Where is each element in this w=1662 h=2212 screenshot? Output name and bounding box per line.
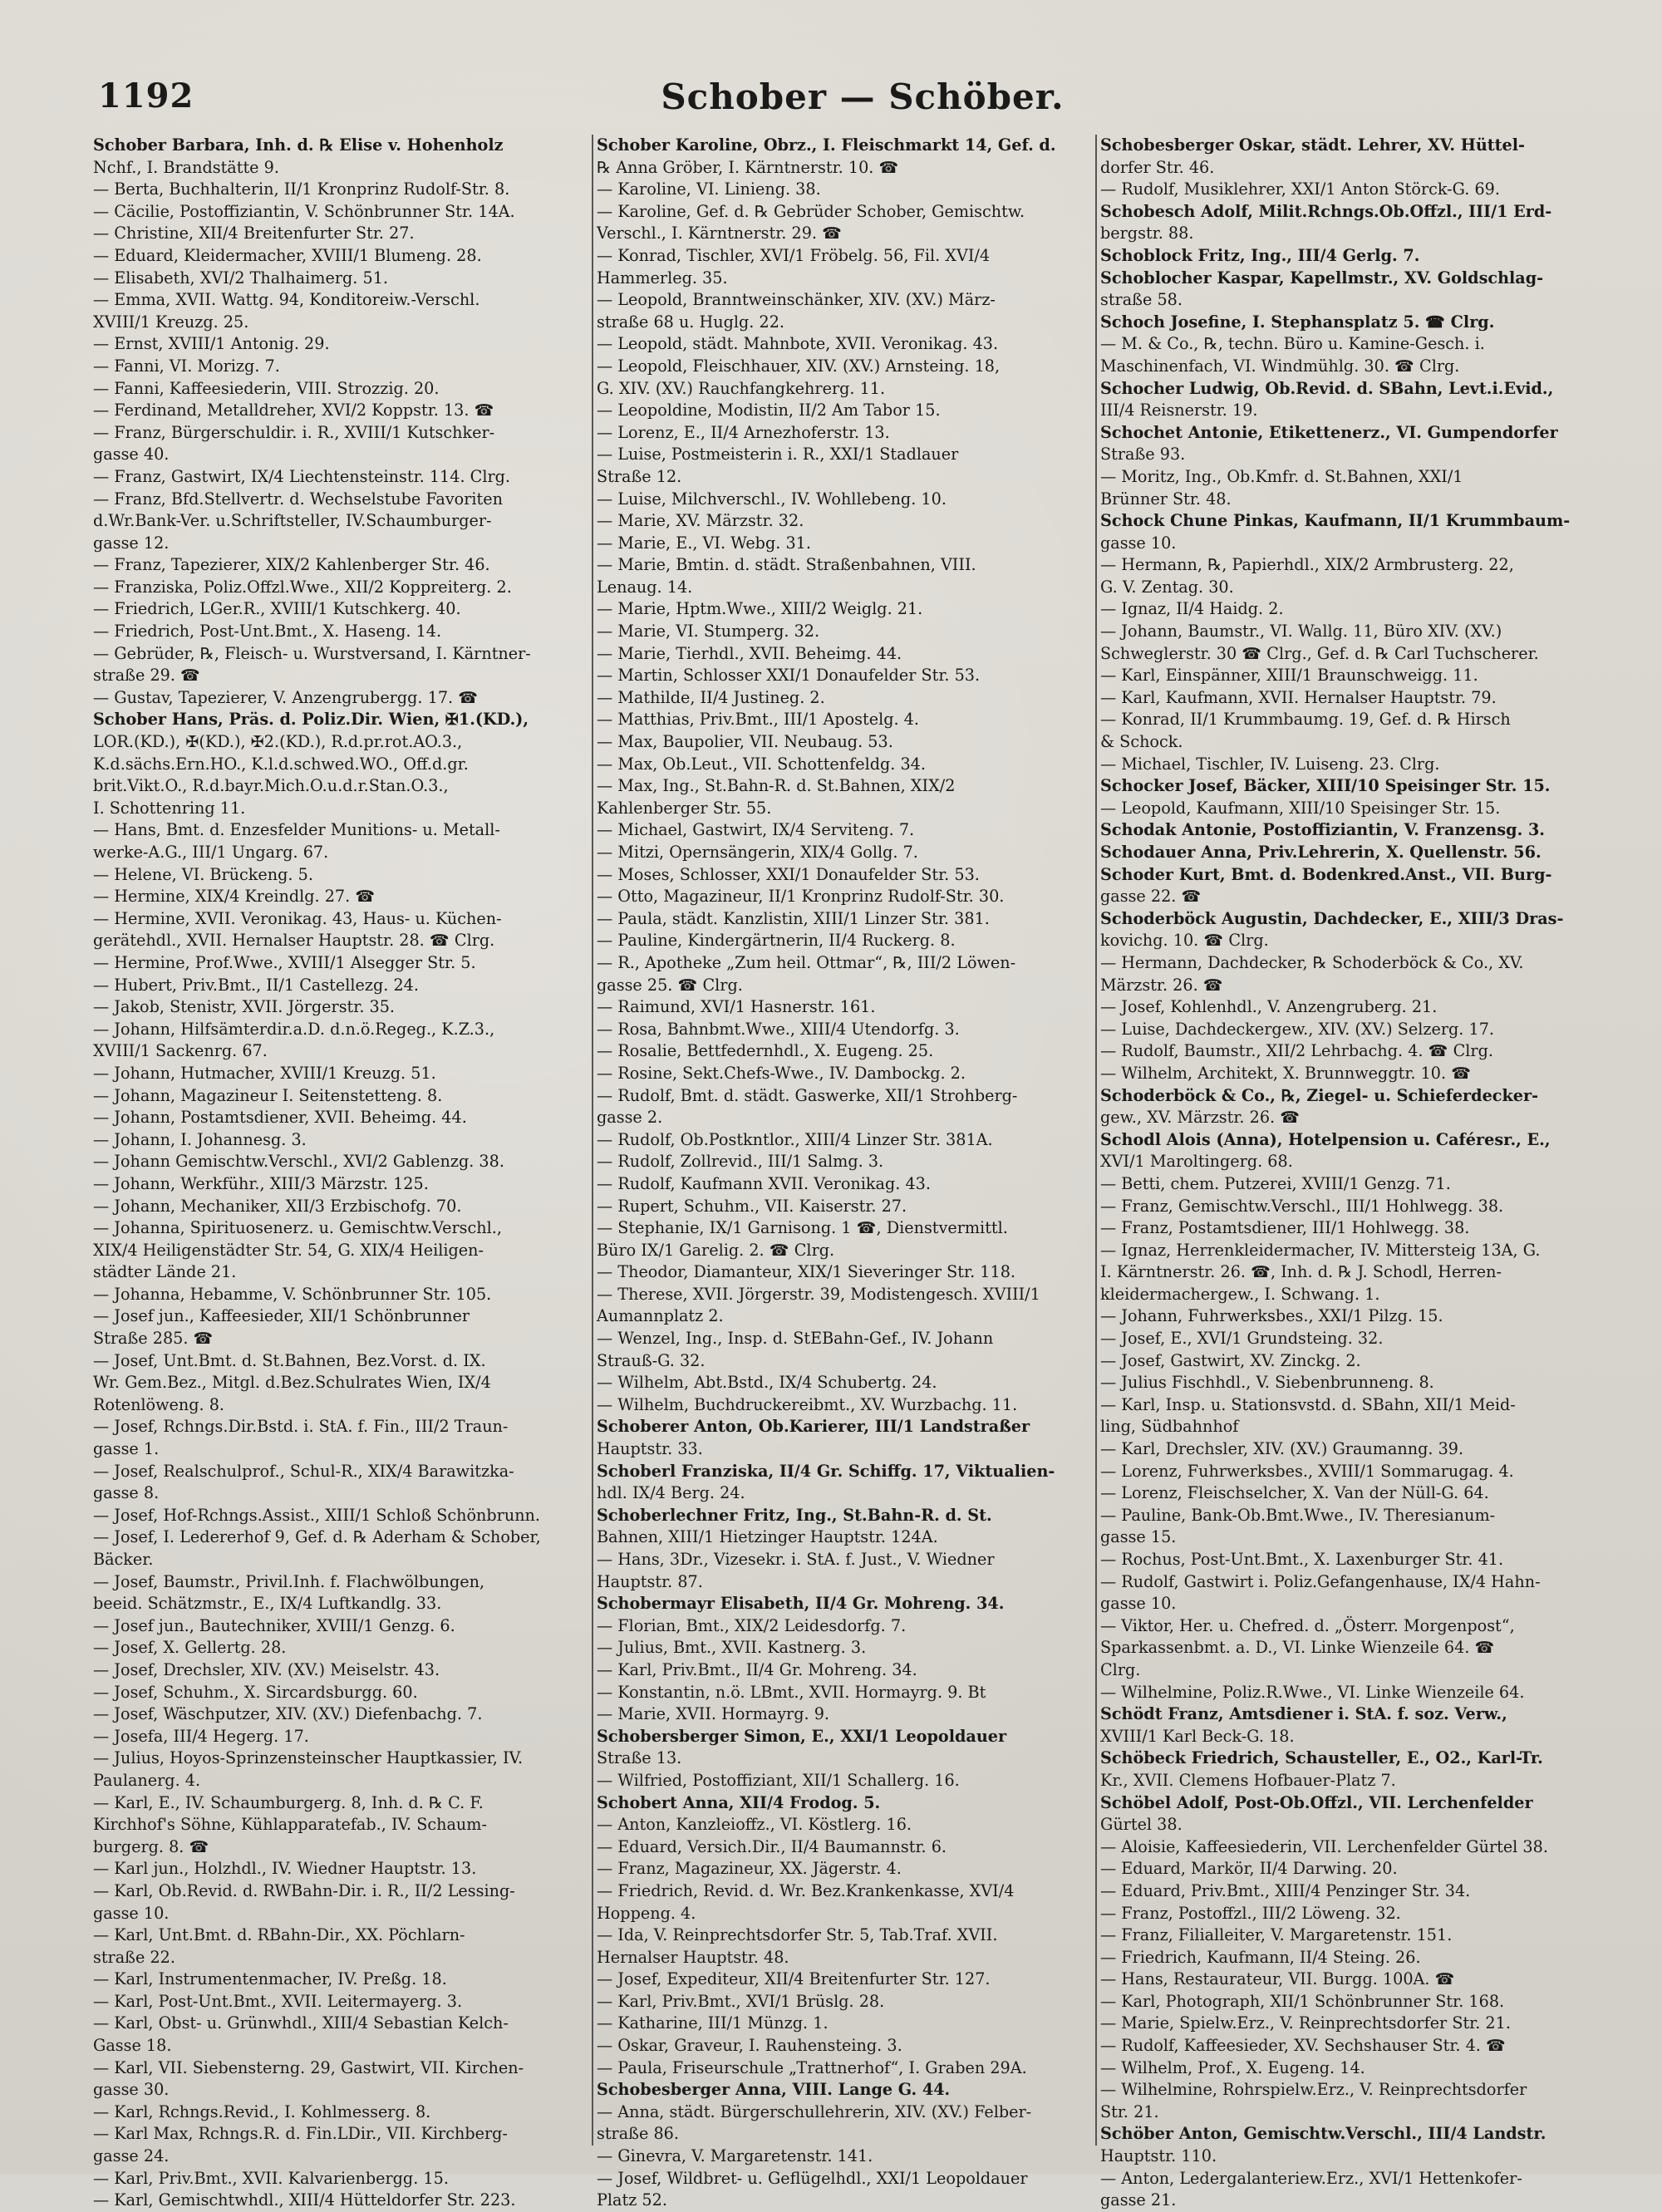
directory-entry-line: Schodl Alois (Anna), Hotelpension u. Caféresr., E.,	[1100, 1129, 1551, 1149]
directory-entry-line: Bäcker.	[93, 1550, 154, 1569]
directory-entry-line: — Karl, E., IV. Schaumburgerg. 8, Inh. d. ℞ C. F.	[93, 1792, 484, 1812]
directory-entry-line: XVIII/1 Karl Beck-G. 18.	[1100, 1726, 1295, 1746]
directory-entry-line: Straße 285. ☎	[93, 1329, 214, 1349]
directory-entry-line: LOR.(KD.), ✠(KD.), ✠2.(KD.), R.d.pr.rot.AO.3.,	[93, 732, 463, 752]
directory-entry-line: — Marie, XVII. Hormayrg. 9.	[597, 1704, 829, 1724]
directory-entry-line: Schoberl Franziska, II/4 Gr. Schiffg. 17, Viktualien-	[597, 1461, 1055, 1481]
directory-entry-line: — Josef, Wäschputzer, XIV. (XV.) Diefenbachg. 7.	[93, 1704, 483, 1724]
directory-entry-line: gew., XV. Märzstr. 26. ☎	[1100, 1108, 1301, 1128]
directory-entry-line: Schöbeck Friedrich, Schausteller, E., O2., Karl-Tr.	[1100, 1748, 1543, 1768]
directory-entry-line: — Marie, VI. Stumperg. 32.	[597, 622, 820, 641]
directory-entry-line: — Rochus, Post-Unt.Bmt., X. Laxenburger Str. 41.	[1100, 1550, 1504, 1569]
directory-entry-line: gasse 10.	[1100, 1594, 1177, 1614]
directory-entry-line: — Josef, X. Gellertg. 28.	[93, 1638, 287, 1658]
directory-entry-line: — Franz, Bfd.Stellvertr. d. Wechselstube Favoriten	[93, 489, 503, 509]
directory-entry-line: — Friedrich, LGer.R., XVIII/1 Kutschkerg. 40.	[93, 599, 461, 619]
directory-entry-line: — Luise, Postmeisterin i. R., XXI/1 Stadlauer	[597, 445, 959, 465]
entry-list	[1100, 135, 1594, 2212]
directory-entry-line: Straße 13.	[597, 1748, 682, 1768]
directory-entry-line: — Johann, Postamtsdiener, XVII. Beheimg. 44.	[93, 1108, 467, 1128]
directory-entry-line: — Pauline, Bank-Ob.Bmt.Wwe., IV. Theresianum-	[1100, 1505, 1496, 1525]
directory-entry-line: — Oskar, Graveur, I. Rauhensteing. 3.	[597, 2036, 902, 2056]
directory-entry-line: — Michael, Gastwirt, IX/4 Serviteng. 7.	[597, 820, 915, 840]
directory-entry-line: — Luise, Milchverschl., IV. Wohllebeng. 10.	[597, 489, 947, 509]
directory-entry-line: — Rudolf, Ob.Postkntlor., XIII/4 Linzer Str. 381A.	[597, 1129, 993, 1149]
directory-entry-line: Schobersberger Simon, E., XXI/1 Leopoldauer	[597, 1726, 1007, 1746]
directory-entry-line: — Hermine, XVII. Veronikag. 43, Haus- u. Küchen-	[93, 908, 502, 928]
directory-entry-line: — Hubert, Priv.Bmt., II/1 Castellezg. 24.	[93, 975, 419, 995]
directory-entry-line: — Mitzi, Opernsängerin, XIX/4 Gollg. 7.	[597, 843, 918, 862]
directory-entry-line: — Wilhelm, Architekt, X. Brunnweggtr. 10. ☎	[1100, 1063, 1472, 1083]
directory-entry-line: werke-A.G., III/1 Ungarg. 67.	[93, 843, 329, 862]
directory-entry-line: — Karoline, Gef. d. ℞ Gebrüder Schober, Gemischtw.	[597, 201, 1025, 221]
directory-entry-line: — Hans, Bmt. d. Enzesfelder Munitions- u. Metall-	[93, 820, 500, 840]
directory-entry-line: — Luise, Dachdeckergew., XIV. (XV.) Selzerg. 17.	[1100, 1019, 1495, 1039]
directory-entry-line: Strauß-G. 32.	[597, 1350, 706, 1370]
directory-entry-line: — Elisabeth, XVI/2 Thalhaimerg. 51.	[93, 268, 389, 288]
directory-entry-line: — Michael, Tischler, IV. Luiseng. 23. Clrg.	[1100, 754, 1440, 774]
directory-entry-line: Aumannplatz 2.	[597, 1306, 724, 1326]
directory-entry-line: — Johann, Mechaniker, XII/3 Erzbischofg. 70.	[93, 1196, 462, 1216]
directory-entry-line: — Ignaz, II/4 Haidg. 2.	[1100, 599, 1284, 619]
directory-entry-line: Sparkassenbmt. a. D., VI. Linke Wienzeile 64. ☎	[1100, 1638, 1495, 1658]
directory-entry-line: — Lorenz, Fuhrwerksbes., XVIII/1 Sommarugag. 4.	[1100, 1461, 1514, 1481]
directory-entry-line: — Josef, I. Ledererhof 9, Gef. d. ℞ Aderham & Schober,	[93, 1527, 541, 1547]
directory-entry-line: Hernalser Hauptstr. 48.	[597, 1947, 789, 1967]
directory-entry-line: Schoderböck & Co., ℞, Ziegel- u. Schieferdecker-	[1100, 1085, 1539, 1105]
directory-entry-line: — Johann, Fuhrwerksbes., XXI/1 Pilzg. 15.	[1100, 1306, 1443, 1326]
directory-entry-line: Schoblock Fritz, Ing., III/4 Gerlg. 7.	[1100, 245, 1420, 265]
directory-entry-line: — Johann, Hutmacher, XVIII/1 Kreuzg. 51.	[93, 1063, 436, 1083]
directory-entry-line: — Karl jun., Holzhdl., IV. Wiedner Hauptstr. 13.	[93, 1859, 477, 1879]
directory-entry-line: — Josef, Baumstr., Privil.Inh. f. Flachwölbungen,	[93, 1571, 485, 1591]
directory-entry-line: — Julius, Hoyos-Sprinzensteinscher Hauptkassier, IV.	[93, 1748, 524, 1768]
directory-entry-line: gasse 10.	[93, 1903, 170, 1923]
directory-entry-line: — Hans, Restaurateur, VII. Burgg. 100A. ☎	[1100, 1969, 1455, 1989]
directory-entry-line: — Konrad, II/1 Krummbaumg. 19, Gef. d. ℞ Hirsch	[1100, 710, 1511, 730]
directory-entry-line: — Josef, E., XVI/1 Grundsteing. 32.	[1100, 1329, 1384, 1349]
directory-entry-line: — R., Apotheke „Zum heil. Ottmar“, ℞, III/2 Löwen-	[597, 952, 1016, 972]
directory-entry-line: Paulanerg. 4.	[93, 1770, 201, 1790]
directory-entry-line: Rotenlöweng. 8.	[93, 1394, 225, 1414]
directory-entry-line: — Julius Fischhdl., V. Siebenbrunneng. 8.	[1100, 1373, 1434, 1393]
directory-entry-line: — Eduard, Versich.Dir., II/4 Baumannstr. 6.	[597, 1836, 947, 1856]
directory-entry-line: I. Kärntnerstr. 26. ☎, Inh. d. ℞ J. Schodl, Herren-	[1100, 1262, 1502, 1282]
directory-entry-line: Brünner Str. 48.	[1100, 489, 1232, 509]
directory-entry-line: G. XIV. (XV.) Rauchfangkehrerg. 11.	[597, 378, 886, 398]
directory-entry-line: — Cäcilie, Postoffiziantin, V. Schönbrunner Str. 14A.	[93, 201, 515, 221]
directory-entry-line: — Hermine, XIX/4 Kreindlg. 27. ☎	[93, 887, 376, 907]
directory-entry-line: — Hermann, Dachdecker, ℞ Schoderböck & Co., XV.	[1100, 952, 1524, 972]
directory-entry-line: gerätehdl., XVII. Hernalser Hauptstr. 28. ☎ Clrg.	[93, 931, 495, 951]
directory-entry-line: gasse 40.	[93, 445, 170, 465]
directory-entry-line: — Rudolf, Zollrevid., III/1 Salmg. 3.	[597, 1152, 884, 1172]
directory-entry-line: — Paula, städt. Kanzlistin, XIII/1 Linzer Str. 381.	[597, 908, 990, 928]
page-number: 1192	[98, 76, 194, 116]
directory-entry-line: — Berta, Buchhalterin, II/1 Kronprinz Rudolf-Str. 8.	[93, 179, 510, 199]
directory-entry-line: gasse 15.	[1100, 1527, 1177, 1547]
directory-entry-line: — Otto, Magazineur, II/1 Kronprinz Rudolf-Str. 30.	[597, 887, 1005, 907]
directory-entry-line: — Josef jun., Bautechniker, XVIII/1 Genzg. 6.	[93, 1615, 455, 1635]
directory-entry-line: — Marie, Hptm.Wwe., XIII/2 Weiglg. 21.	[597, 599, 923, 619]
directory-entry-line: G. V. Zentag. 30.	[1100, 577, 1234, 597]
directory-entry-line: gasse 21.	[1100, 2190, 1177, 2210]
directory-entry-line: Gürtel 38.	[1100, 1815, 1183, 1835]
page-header	[98, 76, 1627, 126]
directory-entry-line: Hoppeng. 4.	[597, 1903, 696, 1923]
directory-entry-line: Hauptstr. 110.	[1100, 2146, 1217, 2166]
directory-entry-line: XVIII/1 Kreuzg. 25.	[93, 312, 249, 332]
directory-entry-line: — Gustav, Tapezierer, V. Anzengrubergg. 17. ☎	[93, 687, 479, 707]
directory-entry-line: Schoblocher Kaspar, Kapellmstr., XV. Goldschlag-	[1100, 268, 1544, 288]
directory-entry-line: I. Schottenring 11.	[93, 798, 246, 818]
directory-entry-line: städter Lände 21.	[93, 1262, 237, 1282]
directory-entry-line: Schobert Anna, XII/4 Frodog. 5.	[597, 1792, 881, 1812]
directory-entry-line: — Karl, Unt.Bmt. d. RBahn-Dir., XX. Pöchlarn-	[93, 1925, 465, 1945]
directory-entry-line: straße 22.	[93, 1947, 175, 1967]
directory-entry-line: — Karl, Kaufmann, XVII. Hernalser Hauptstr. 79.	[1100, 687, 1497, 707]
directory-entry-line: — Franz, Tapezierer, XIX/2 Kahlenberger Str. 46.	[93, 555, 490, 575]
directory-entry-line: & Schock.	[1100, 732, 1183, 752]
directory-entry-line: Schobermayr Elisabeth, II/4 Gr. Mohreng. 34.	[597, 1594, 1005, 1614]
directory-entry-line: — Karl, VII. Siebensterng. 29, Gastwirt, VII. Kirchen-	[93, 2057, 524, 2077]
directory-entry-line: — Josef, Unt.Bmt. d. St.Bahnen, Bez.Vorst. d. IX.	[93, 1350, 486, 1370]
directory-entry-line: Schobesberger Oskar, städt. Lehrer, XV. Hüttel-	[1100, 135, 1525, 155]
directory-entry-line: — Pauline, Kindergärtnerin, II/4 Ruckerg. 8.	[597, 931, 956, 951]
directory-entry-line: straße 68 u. Huglg. 22.	[597, 312, 785, 332]
directory-entry-line: Schocker Josef, Bäcker, XIII/10 Speisinger Str. 15.	[1100, 776, 1551, 796]
directory-entry-line: — Franz, Postoffzl., III/2 Löweng. 32.	[1100, 1903, 1401, 1923]
directory-entry-line: beeid. Schätzmstr., E., IX/4 Luftkandlg. 33.	[93, 1594, 442, 1614]
directory-entry-line: Schodak Antonie, Postoffiziantin, V. Franzensg. 3.	[1100, 820, 1545, 840]
directory-entry-line: — Lorenz, E., II/4 Arnezhoferstr. 13.	[597, 422, 890, 442]
directory-entry-line: Schweglerstr. 30 ☎ Clrg., Gef. d. ℞ Carl Tuchscherer.	[1100, 643, 1539, 663]
directory-entry-line: — Josef, Schuhm., X. Sircardsburgg. 60.	[93, 1682, 418, 1702]
directory-entry-line: Schochet Antonie, Etikettenerz., VI. Gumpendorfer	[1100, 422, 1558, 442]
directory-entry-line: — Josef, Gastwirt, XV. Zinckg. 2.	[1100, 1350, 1361, 1370]
directory-entry-line: Schöber Anton, Gemischtw.Verschl., III/4 Landstr.	[1100, 2124, 1546, 2144]
directory-entry-line: — Rudolf, Baumstr., XII/2 Lehrbachg. 4. ☎ Clrg.	[1100, 1041, 1493, 1061]
directory-entry-line: — Karl, Ob.Revid. d. RWBahn-Dir. i. R., II/2 Lessing-	[93, 1880, 515, 1900]
directory-entry-line: Str. 21.	[1100, 2101, 1159, 2121]
directory-entry-line: — Karl, Rchngs.Revid., I. Kohlmesserg. 8.	[93, 2101, 431, 2121]
directory-entry-line: — Leopold, Branntweinschänker, XIV. (XV.) März-	[597, 290, 996, 310]
directory-entry-line: Bahnen, XIII/1 Hietzinger Hauptstr. 124A.	[597, 1527, 938, 1547]
directory-entry-line: — Friedrich, Post-Unt.Bmt., X. Haseng. 14.	[93, 622, 442, 641]
directory-entry-line: — Matthias, Priv.Bmt., III/1 Apostelg. 4.	[597, 710, 919, 730]
directory-entry-line: — Eduard, Kleidermacher, XVIII/1 Blumeng. 28.	[93, 245, 482, 265]
directory-entry-line: — Wilhelmine, Poliz.R.Wwe., VI. Linke Wienzeile 64.	[1100, 1682, 1525, 1702]
directory-entry-line: Schobesberger Anna, VIII. Lange G. 44.	[597, 2080, 951, 2100]
directory-entry-line: — Marie, Bmtin. d. städt. Straßenbahnen, VIII.	[597, 555, 976, 575]
directory-entry-line: — Josef, Hof-Rchngs.Assist., XIII/1 Schloß Schönbrunn.	[93, 1505, 541, 1525]
directory-entry-line: — Mathilde, II/4 Justineg. 2.	[597, 687, 825, 707]
directory-entry-line: — Franz, Gemischtw.Verschl., III/1 Hohlwegg. 38.	[1100, 1196, 1504, 1216]
directory-entry-line: — Florian, Bmt., XIX/2 Leidesdorfg. 7.	[597, 1615, 907, 1635]
directory-entry-line: — Moritz, Ing., Ob.Kmfr. d. St.Bahnen, XXI/1	[1100, 466, 1463, 486]
directory-entry-line: — Helene, VI. Brückeng. 5.	[93, 864, 313, 884]
column-2	[597, 135, 1090, 2210]
directory-entry-line: — Wilhelm, Buchdruckereibmt., XV. Wurzbachg. 11.	[597, 1394, 1018, 1414]
directory-entry-line: gasse 24.	[93, 2146, 170, 2166]
directory-entry-line: — Therese, XVII. Jörgerstr. 39, Modistengesch. XVIII/1	[597, 1284, 1040, 1304]
entry-list	[597, 135, 1090, 2212]
directory-entry-line: — Karl Max, Rchngs.R. d. Fin.LDir., VII. Kirchberg-	[93, 2124, 508, 2144]
directory-entry-line: — Rudolf, Kaufmann XVII. Veronikag. 43.	[597, 1173, 931, 1193]
directory-entry-line: — Karl, Gemischtwhdl., XIII/4 Hütteldorfer Str. 223.	[93, 2190, 516, 2210]
directory-entry-line: — Konstantin, n.ö. LBmt., XVII. Hormayrg. 9. Bt	[597, 1682, 986, 1702]
directory-entry-line: — Josef, Wildbret- u. Geflügelhdl., XXI/1 Leopoldauer	[597, 2168, 1028, 2188]
directory-entry-line: Büro IX/1 Garelig. 2. ☎ Clrg.	[597, 1240, 835, 1260]
directory-entry-line: — Max, Ob.Leut., VII. Schottenfeldg. 34.	[597, 754, 926, 774]
directory-entry-line: — Fanni, Kaffeesiederin, VIII. Strozzig. 20.	[93, 378, 440, 398]
directory-entry-line: — Josef, Drechsler, XIV. (XV.) Meiselstr. 43.	[93, 1659, 440, 1679]
directory-entry-line: Märzstr. 26. ☎	[1100, 975, 1223, 995]
directory-entry-line: — Anna, städt. Bürgerschullehrerin, XIV. (XV.) Felber-	[597, 2101, 1032, 2121]
directory-entry-line: Schocher Ludwig, Ob.Revid. d. SBahn, Levt.i.Evid.,	[1100, 378, 1554, 398]
directory-entry-line: Clrg.	[1100, 1659, 1141, 1679]
directory-entry-line: straße 58.	[1100, 290, 1183, 310]
directory-entry-line: — Julius, Bmt., XVII. Kastnerg. 3.	[597, 1638, 867, 1658]
directory-entry-line: — Ida, V. Reinprechtsdorfer Str. 5, Tab.Traf. XVII.	[597, 1925, 998, 1945]
directory-entry-line: gasse 8.	[93, 1483, 160, 1503]
directory-entry-line: Schoch Josefine, I. Stephansplatz 5. ☎ Clrg.	[1100, 312, 1495, 332]
directory-entry-line: — Lorenz, Fleischselcher, X. Van der Nüll-G. 64.	[1100, 1483, 1489, 1503]
directory-entry-line: — Stephanie, IX/1 Garnisong. 1 ☎, Dienstvermittl.	[597, 1218, 1008, 1238]
directory-entry-line: — Karoline, VI. Linieng. 38.	[597, 179, 821, 199]
directory-entry-line: — Eduard, Priv.Bmt., XIII/4 Penzinger Str. 34.	[1100, 1880, 1471, 1900]
entry-list	[93, 135, 587, 2212]
directory-entry-line: — Leopold, Kaufmann, XIII/10 Speisinger Str. 15.	[1100, 798, 1501, 818]
directory-entry-line: — Anton, Ledergalanteriew.Erz., XVI/1 Hettenkofer-	[1100, 2168, 1522, 2188]
directory-entry-line: — Martin, Schlosser XXI/1 Donaufelder Str. 53.	[597, 666, 981, 686]
column-3	[1100, 135, 1594, 2210]
directory-entry-line: kleidermachergew., I. Schwang. 1.	[1100, 1284, 1380, 1304]
directory-entry-line: XVI/1 Maroltingerg. 68.	[1100, 1152, 1293, 1172]
directory-entry-line: — Rupert, Schuhm., VII. Kaiserstr. 27.	[597, 1196, 907, 1216]
directory-entry-line: — Johanna, Hebamme, V. Schönbrunner Str. 105.	[93, 1284, 492, 1304]
directory-entry-line: Kahlenberger Str. 55.	[597, 798, 772, 818]
directory-entry-line: — Katharine, III/1 Münzg. 1.	[597, 2013, 829, 2033]
directory-entry-line: straße 86.	[597, 2124, 679, 2144]
directory-entry-line: — Friedrich, Revid. d. Wr. Bez.Krankenkasse, XVI/4	[597, 1880, 1015, 1900]
directory-entry-line: Verschl., I. Kärntnerstr. 29. ☎	[597, 224, 843, 243]
directory-entry-line: brit.Vikt.O., R.d.bayr.Mich.O.u.d.r.Stan.O.3.,	[93, 776, 449, 796]
directory-entry-line: — Ginevra, V. Margaretenstr. 141.	[597, 2146, 873, 2166]
directory-entry-line: straße 29. ☎	[93, 666, 200, 686]
directory-entry-line: Platz 52.	[597, 2190, 667, 2210]
directory-entry-line: — Leopold, Fleischhauer, XIV. (XV.) Arnsteing. 18,	[597, 356, 1001, 376]
directory-entry-line: — Johann, Magazineur I. Seitenstetteng. 8.	[93, 1085, 443, 1105]
directory-entry-line: d.Wr.Bank-Ver. u.Schriftsteller, IV.Schaumburger-	[93, 511, 492, 531]
directory-entry-line: — Anton, Kanzleioffz., VI. Köstlerg. 16.	[597, 1815, 912, 1835]
directory-entry-line: — Hans, 3Dr., Vizesekr. i. StA. f. Just., V. Wiedner	[597, 1550, 995, 1569]
directory-entry-line: — Marie, XV. Märzstr. 32.	[597, 511, 804, 531]
directory-entry-line: — Hermann, ℞, Papierhdl., XIX/2 Armbrusterg. 22,	[1100, 555, 1514, 575]
directory-entry-line: Hauptstr. 33.	[597, 1439, 703, 1459]
directory-entry-line: Straße 93.	[1100, 445, 1186, 465]
directory-entry-line: — Wilhelm, Prof., X. Eugeng. 14.	[1100, 2057, 1365, 2077]
directory-entry-line: — Leopold, städt. Mahnbote, XVII. Veronikag. 43.	[597, 334, 999, 354]
directory-entry-line: — Karl, Einspänner, XIII/1 Braunschweigg. 11.	[1100, 666, 1478, 686]
directory-entry-line: — Johanna, Spirituosenerz. u. Gemischtw.Verschl.,	[93, 1218, 502, 1238]
directory-entry-line: — Rudolf, Gastwirt i. Poliz.Gefangenhause, IX/4 Hahn-	[1100, 1571, 1541, 1591]
directory-entry-line: — Franz, Magazineur, XX. Jägerstr. 4.	[597, 1859, 902, 1879]
directory-entry-line: Gasse 18.	[93, 2036, 172, 2056]
directory-entry-line: — Aloisie, Kaffeesiederin, VII. Lerchenfelder Gürtel 38.	[1100, 1836, 1548, 1856]
directory-entry-line: — Wilhelmine, Rohrspielw.Erz., V. Reinprechtsdorfer	[1100, 2080, 1527, 2100]
directory-entry-line: — M. & Co., ℞, techn. Büro u. Kamine-Gesch. i.	[1100, 334, 1485, 354]
directory-entry-line: — Johann, Werkführ., XIII/3 Märzstr. 125.	[93, 1173, 429, 1193]
directory-entry-line: Wr. Gem.Bez., Mitgl. d.Bez.Schulrates Wien, IX/4	[93, 1373, 491, 1393]
directory-entry-line: Schober Barbara, Inh. d. ℞ Elise v. Hohenholz	[93, 135, 504, 155]
directory-entry-line: kovichg. 10. ☎ Clrg.	[1100, 931, 1269, 951]
directory-entry-line: — Johann, Baumstr., VI. Wallg. 11, Büro XIV. (XV.)	[1100, 622, 1502, 641]
directory-entry-line: Schobesch Adolf, Milit.Rchngs.Ob.Offzl., III/1 Erd-	[1100, 201, 1552, 221]
directory-entry-line: K.d.sächs.Ern.HO., K.l.d.schwed.WO., Off.d.gr.	[93, 754, 469, 774]
directory-entry-line: dorfer Str. 46.	[1100, 157, 1215, 177]
directory-entry-line: — Raimund, XVI/1 Hasnerstr. 161.	[597, 997, 876, 1017]
directory-entry-line: — Karl, Obst- u. Grünwhdl., XIII/4 Sebastian Kelch-	[93, 2013, 509, 2033]
directory-entry-line: — Betti, chem. Putzerei, XVIII/1 Genzg. 71.	[1100, 1173, 1451, 1193]
directory-entry-line: — Ferdinand, Metalldreher, XVI/2 Koppstr. 13. ☎	[93, 401, 494, 420]
directory-entry-line: bergstr. 88.	[1100, 224, 1194, 243]
directory-entry-line: gasse 2.	[597, 1108, 663, 1128]
directory-entry-line: — Josefa, III/4 Hegerg. 17.	[93, 1726, 309, 1746]
directory-entry-line: — Max, Baupolier, VII. Neubaug. 53.	[597, 732, 893, 752]
directory-entry-line: — Marie, Spielw.Erz., V. Reinprechtsdorfer Str. 21.	[1100, 2013, 1511, 2033]
directory-entry-line: Kirchhof's Söhne, Kühlapparatefab., IV. Schaum-	[93, 1815, 487, 1835]
directory-entry-line: ling, Südbahnhof	[1100, 1417, 1239, 1437]
directory-entry-line: — Jakob, Stenistr, XVII. Jörgerstr. 35.	[93, 997, 396, 1017]
directory-entry-line: burgerg. 8. ☎	[93, 1836, 209, 1856]
column-1	[93, 135, 587, 2210]
directory-entry-line: Lenaug. 14.	[597, 577, 693, 597]
directory-entry-line: — Karl, Photograph, XII/1 Schönbrunner Str. 168.	[1100, 1991, 1505, 2011]
directory-entry-line: Schoberer Anton, Ob.Karierer, III/1 Landstraßer	[597, 1417, 1030, 1437]
directory-entry-line: — Karl, Instrumentenmacher, IV. Preßg. 18.	[93, 1969, 447, 1989]
directory-entry-line: — Karl, Insp. u. Stationsvstd. d. SBahn, XII/1 Meid-	[1100, 1394, 1516, 1414]
directory-entry-line: — Konrad, Tischler, XVI/1 Fröbelg. 56, Fil. XVI/4	[597, 245, 991, 265]
directory-entry-line: — Ernst, XVIII/1 Antonig. 29.	[93, 334, 330, 354]
directory-entry-line: XIX/4 Heiligenstädter Str. 54, G. XIX/4 Heiligen-	[93, 1240, 484, 1260]
directory-entry-line: — Karl, Priv.Bmt., XVI/1 Brüslg. 28.	[597, 1991, 885, 2011]
directory-entry-line: — Moses, Schlosser, XXI/1 Donaufelder Str. 53.	[597, 864, 980, 884]
directory-entry-line: Kr., XVII. Clemens Hofbauer-Platz 7.	[1100, 1770, 1396, 1790]
directory-entry-line: — Rosa, Bahnbmt.Wwe., XIII/4 Utendorfg. 3.	[597, 1019, 960, 1039]
directory-entry-line: — Josef, Expediteur, XII/4 Breitenfurter Str. 127.	[597, 1969, 991, 1989]
directory-entry-line: Schöbel Adolf, Post-Ob.Offzl., VII. Lerchenfelder	[1100, 1792, 1533, 1812]
directory-entry-line: — Franz, Postamtsdiener, III/1 Hohlwegg. 38.	[1100, 1218, 1470, 1238]
directory-entry-line: Schoberlechner Fritz, Ing., St.Bahn-R. d. St.	[597, 1505, 992, 1525]
directory-entry-line: — Leopoldine, Modistin, II/2 Am Tabor 15.	[597, 401, 941, 420]
directory-entry-line: Schock Chune Pinkas, Kaufmann, II/1 Krummbaum-	[1100, 511, 1571, 531]
directory-entry-line: Hauptstr. 87.	[597, 1571, 703, 1591]
directory-entry-line: — Karl, Priv.Bmt., II/4 Gr. Mohreng. 34.	[597, 1659, 917, 1679]
directory-entry-line: Straße 12.	[597, 466, 682, 486]
directory-entry-line: — Rudolf, Musiklehrer, XXI/1 Anton Störck-G. 69.	[1100, 179, 1500, 199]
directory-entry-line: — Fanni, VI. Morizg. 7.	[93, 356, 280, 376]
directory-entry-line: — Karl, Drechsler, XIV. (XV.) Graumanng. 39.	[1100, 1439, 1464, 1459]
directory-entry-line: ℞ Anna Gröber, I. Kärntnerstr. 10. ☎	[597, 157, 899, 177]
directory-entry-line: — Eduard, Markör, II/4 Darwing. 20.	[1100, 1859, 1398, 1879]
directory-entry-line: Schödt Franz, Amtsdiener i. StA. f. soz. Verw.,	[1100, 1704, 1507, 1724]
directory-entry-line: gasse 10.	[1100, 533, 1177, 553]
directory-entry-line: — Christine, XII/4 Breitenfurter Str. 27.	[93, 224, 415, 243]
directory-entry-line: gasse 25. ☎ Clrg.	[597, 975, 743, 995]
directory-entry-line: hdl. IX/4 Berg. 24.	[597, 1483, 745, 1503]
directory-entry-line: Schober Karoline, Obrz., I. Fleischmarkt 14, Gef. d.	[597, 135, 1056, 155]
directory-entry-line: — Viktor, Her. u. Chefred. d. „Österr. Morgenpost“,	[1100, 1615, 1515, 1635]
directory-entry-line: — Rosine, Sekt.Chefs-Wwe., IV. Dambockg. 2.	[597, 1063, 966, 1083]
directory-entry-line: Schodauer Anna, Priv.Lehrerin, X. Quellenstr. 56.	[1100, 843, 1542, 862]
directory-entry-line: — Rosalie, Bettfedernhdl., X. Eugeng. 25.	[597, 1041, 934, 1061]
directory-entry-line: — Wilfried, Postoffiziant, XII/1 Schallerg. 16.	[597, 1770, 960, 1790]
directory-entry-line: — Franz, Filialleiter, V. Margaretenstr. 151.	[1100, 1925, 1453, 1945]
directory-entry-line: — Ignaz, Herrenkleidermacher, IV. Mittersteig 13A, G.	[1100, 1240, 1541, 1260]
directory-entry-line: — Josef, Realschulprof., Schul-R., XIX/4 Barawitzka-	[93, 1461, 514, 1481]
directory-entry-line: — Josef, Kohlenhdl., V. Anzengruberg. 21.	[1100, 997, 1438, 1017]
directory-entry-line: — Wilhelm, Abt.Bstd., IX/4 Schubertg. 24.	[597, 1373, 937, 1393]
directory-entry-line: Schober Hans, Präs. d. Poliz.Dir. Wien, ✠1.(KD.),	[93, 710, 529, 730]
directory-entry-line: — Max, Ing., St.Bahn-R. d. St.Bahnen, XIX/2	[597, 776, 956, 796]
directory-entry-line: — Franziska, Poliz.Offzl.Wwe., XII/2 Koppreiterg. 2.	[93, 577, 512, 597]
directory-entry-line: — Josef jun., Kaffeesieder, XII/1 Schönbrunner	[93, 1306, 470, 1326]
directory-entry-line: gasse 30.	[93, 2080, 170, 2100]
directory-entry-line: — Paula, Friseurschule „Trattnerhof“, I. Graben 29A.	[597, 2057, 1027, 2077]
running-head: Schober — Schöber.	[661, 76, 1065, 117]
directory-entry-line: — Karl, Post-Unt.Bmt., XVII. Leitermayerg. 3.	[93, 1991, 463, 2011]
directory-entry-line: gasse 12.	[93, 533, 170, 553]
directory-entry-line: — Marie, Tierhdl., XVII. Beheimg. 44.	[597, 643, 902, 663]
directory-entry-line: — Theodor, Diamanteur, XIX/1 Sieveringer Str. 118.	[597, 1262, 1015, 1282]
directory-entry-line: — Hermine, Prof.Wwe., XVIII/1 Alsegger Str. 5.	[93, 952, 476, 972]
directory-entry-line: gasse 22. ☎	[1100, 887, 1202, 907]
directory-entry-line: Hammerleg. 35.	[597, 268, 728, 288]
directory-entry-line: — Rudolf, Bmt. d. städt. Gaswerke, XII/1 Strohberg-	[597, 1085, 1018, 1105]
directory-entry-line: — Emma, XVII. Wattg. 94, Konditoreiw.-Verschl.	[93, 290, 480, 310]
directory-entry-line: — Franz, Gastwirt, IX/4 Liechtensteinstr. 114. Clrg.	[93, 466, 511, 486]
directory-entry-line: III/4 Reisnerstr. 19.	[1100, 401, 1258, 420]
directory-entry-line: XVIII/1 Sackenrg. 67.	[93, 1041, 268, 1061]
directory-entry-line: — Johann, Hilfsämterdir.a.D. d.n.ö.Regeg., K.Z.3.,	[93, 1019, 495, 1039]
directory-entry-line: Nchf., I. Brandstätte 9.	[93, 157, 279, 177]
directory-entry-line: — Friedrich, Kaufmann, II/4 Steing. 26.	[1100, 1947, 1421, 1967]
directory-entry-line: — Johann, I. Johannesg. 3.	[93, 1129, 307, 1149]
directory-entry-line: — Wenzel, Ing., Insp. d. StEBahn-Gef., IV. Johann	[597, 1329, 994, 1349]
directory-entry-line: — Franz, Bürgerschuldir. i. R., XVIII/1 Kutschker-	[93, 422, 495, 442]
directory-entry-line: Schoderböck Augustin, Dachdecker, E., XIII/3 Dras-	[1100, 908, 1564, 928]
directory-entry-line: Schoder Kurt, Bmt. d. Bodenkred.Anst., VII. Burg-	[1100, 864, 1552, 884]
directory-entry-line: — Karl, Priv.Bmt., XVII. Kalvarienbergg. 15.	[93, 2168, 449, 2188]
directory-entry-line: gasse 1.	[93, 1439, 160, 1459]
directory-entry-line: — Rudolf, Kaffeesieder, XV. Sechshauser Str. 4. ☎	[1100, 2036, 1506, 2056]
directory-entry-line: — Johann Gemischtw.Verschl., XVI/2 Gablenzg. 38.	[93, 1152, 504, 1172]
directory-entry-line: Maschinenfach, VI. Windmühlg. 30. ☎ Clrg.	[1100, 356, 1460, 376]
directory-columns	[93, 135, 1632, 2210]
directory-entry-line: — Josef, Rchngs.Dir.Bstd. i. StA. f. Fin., III/2 Traun-	[93, 1417, 509, 1437]
directory-entry-line: — Marie, E., VI. Webg. 31.	[597, 533, 811, 553]
directory-entry-line: — Gebrüder, ℞, Fleisch- u. Wurstversand, I. Kärntner-	[93, 643, 531, 663]
